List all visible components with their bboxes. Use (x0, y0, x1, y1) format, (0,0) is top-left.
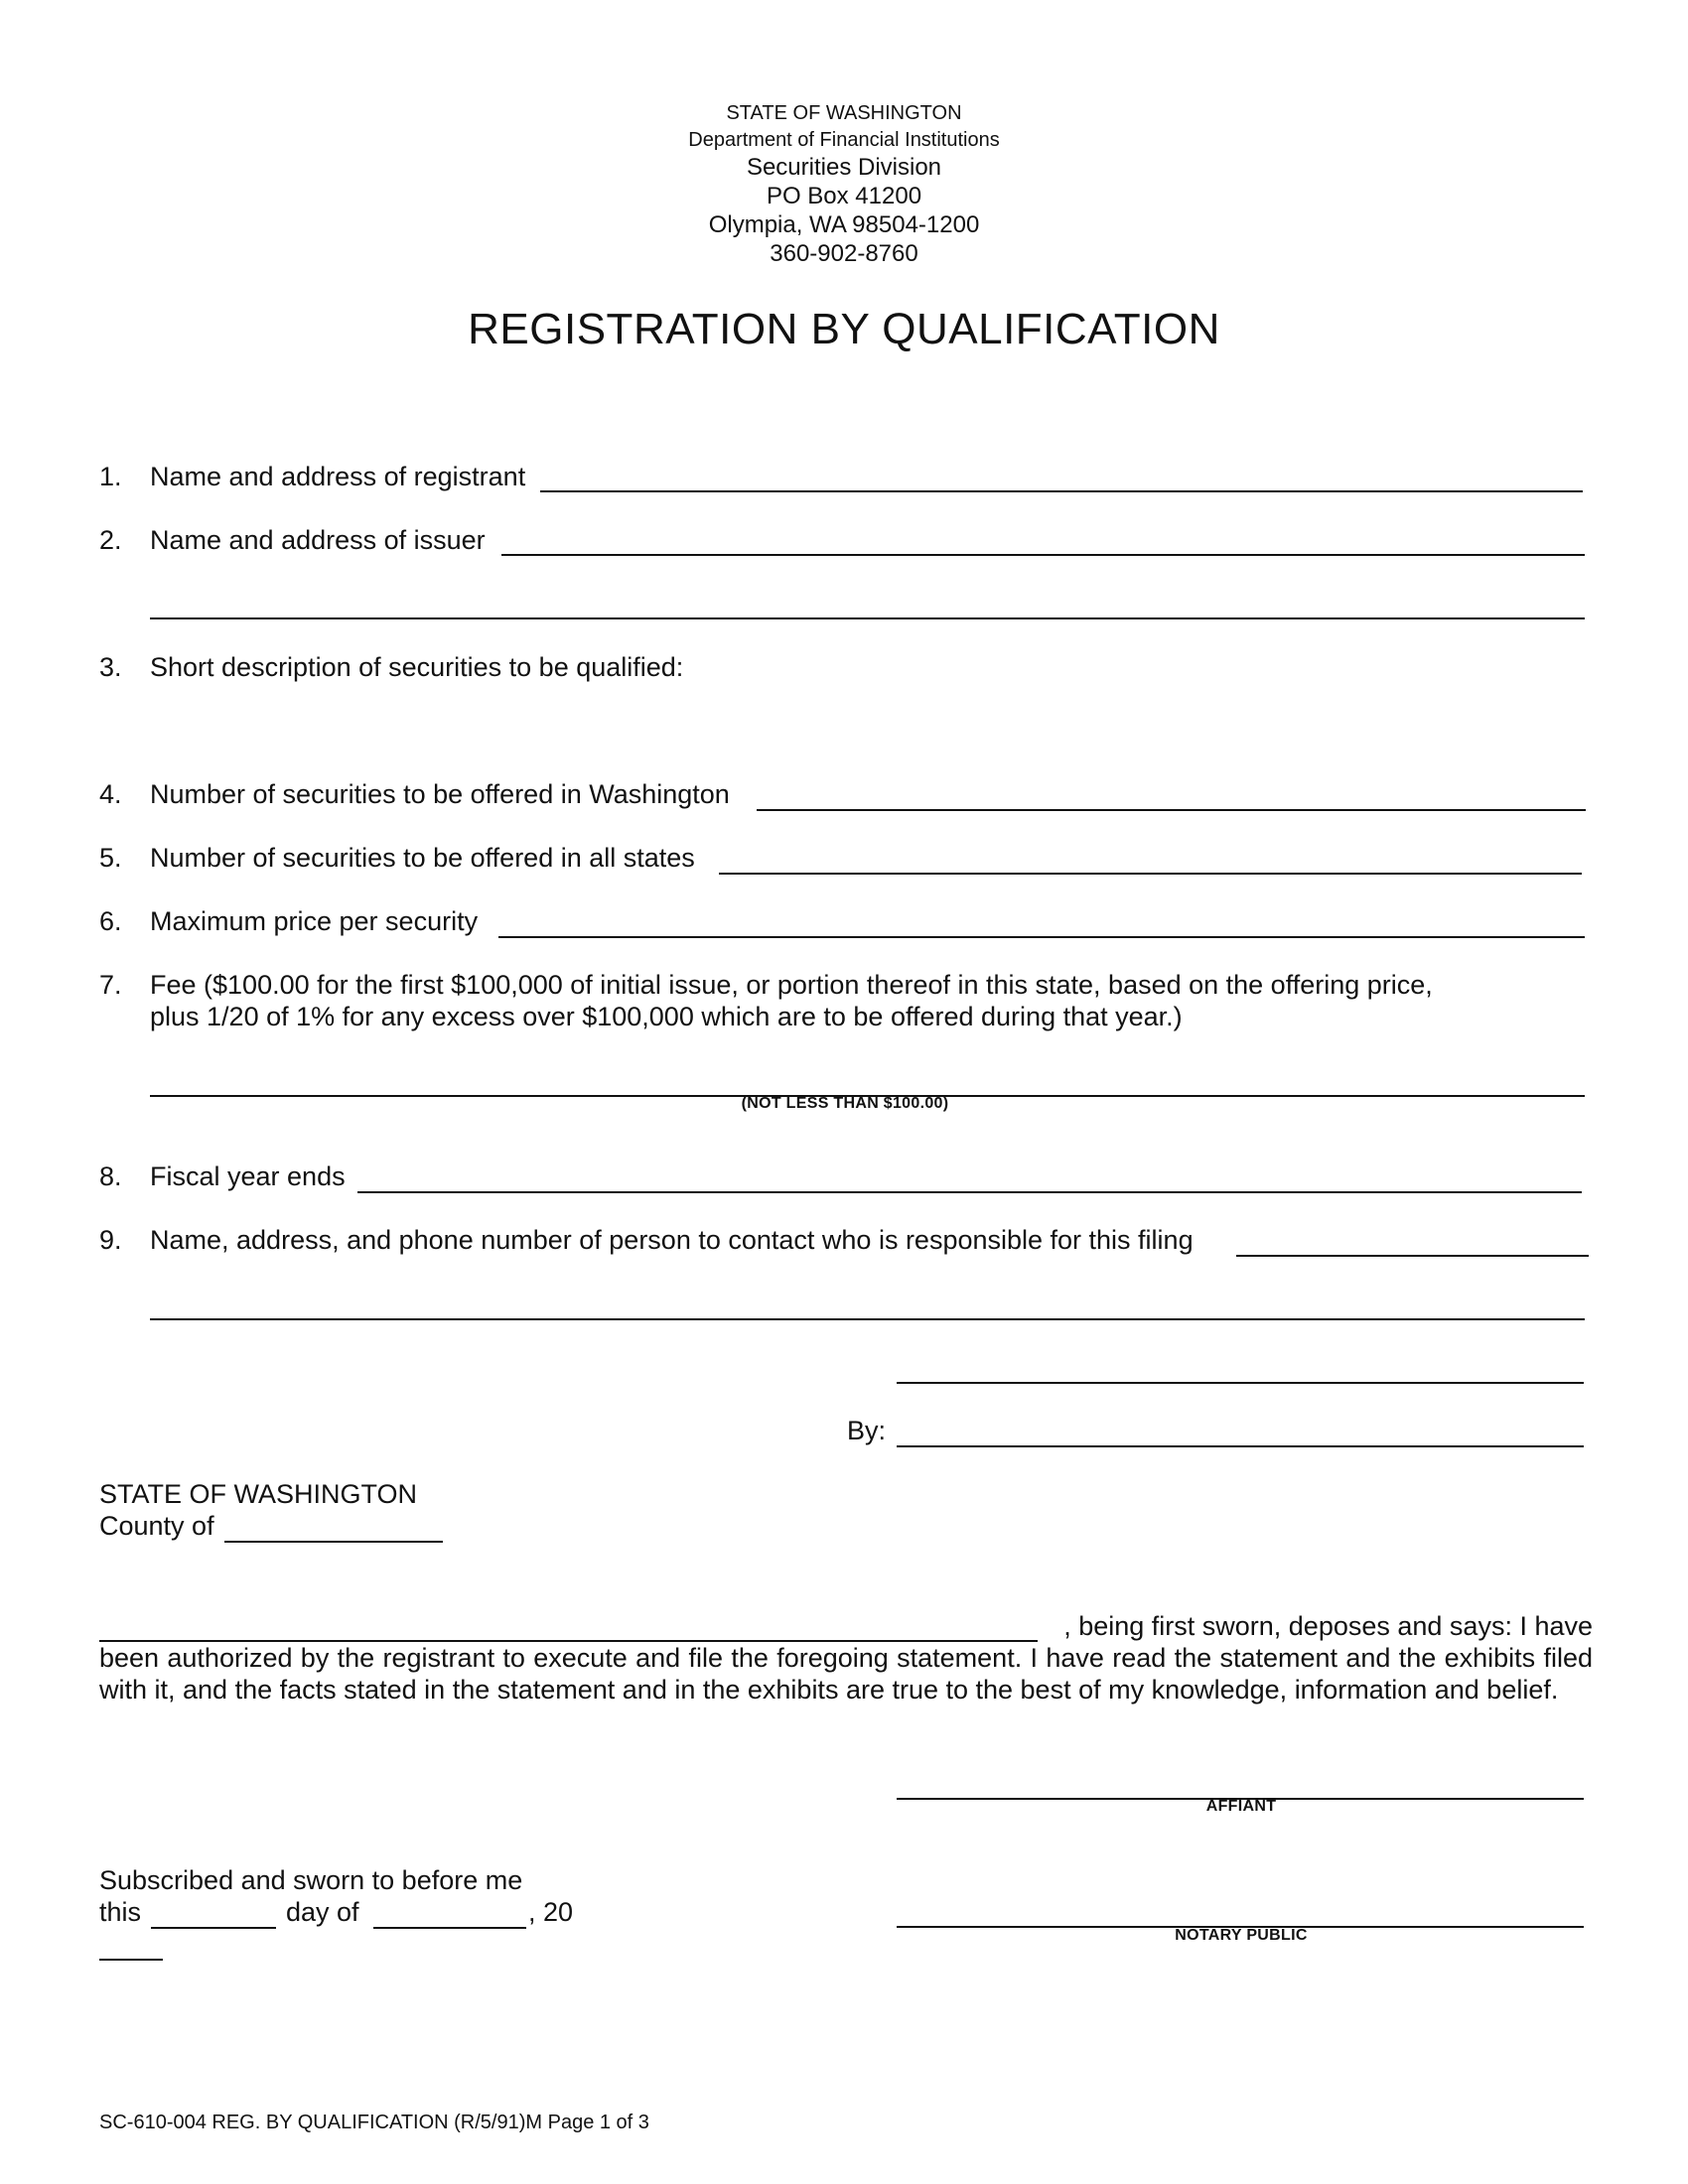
this-label: this (99, 1897, 142, 1927)
header-department: Department of Financial Institutions (688, 129, 1000, 151)
item-number: 9. (99, 1225, 122, 1255)
registrant-label: Name and address of registrant (150, 462, 526, 491)
county-label: County of (99, 1511, 214, 1541)
fiscal-year-field[interactable] (357, 1191, 1582, 1193)
affidavit-line1: , being first sworn, deposes and says: I have (1063, 1611, 1593, 1641)
by-label: By: (847, 1416, 887, 1445)
item-number: 6. (99, 906, 122, 936)
affidavit-text (99, 1610, 1593, 1706)
affidavit-body: been authorized by the registrant to execute and file the foregoing statement. I have read the statement and the exhibits filed with it, and the facts stated in the statement and in the exhibits are true to the best of my knowledge, information and belief. (99, 1643, 1593, 1705)
securities-all-states-field[interactable] (719, 873, 1582, 875)
affiant-caption: AFFIANT (1205, 1798, 1277, 1815)
item-number: 4. (99, 779, 122, 809)
securities-washington-field[interactable] (757, 809, 1586, 811)
notary-caption: NOTARY PUBLIC (1175, 1927, 1308, 1944)
item-number: 7. (99, 970, 122, 1000)
item-number: 8. (99, 1161, 122, 1191)
issuer-field[interactable] (501, 554, 1585, 556)
signature-field[interactable] (897, 1445, 1584, 1447)
header-phone: 360-902-8760 (770, 240, 918, 267)
contact-person-field[interactable] (1236, 1255, 1589, 1257)
page-title: REGISTRATION BY QUALIFICATION (468, 305, 1220, 353)
year-prefix: , 20 (528, 1897, 574, 1927)
header-division: Securities Division (746, 154, 942, 181)
county-field[interactable] (224, 1541, 443, 1543)
year-field[interactable] (99, 1959, 163, 1961)
day-field[interactable] (151, 1927, 276, 1929)
contact-person-field-line2[interactable] (150, 1318, 1585, 1320)
item-number: 3. (99, 652, 122, 682)
item-number: 2. (99, 525, 122, 555)
issuer-label: Name and address of issuer (150, 525, 486, 555)
fee-label-line2: plus 1/20 of 1% for any excess over $100,000 which are to be offered during that year.) (150, 1002, 1183, 1031)
securities-all-states-label: Number of securities to be offered in all states (150, 843, 695, 873)
day-of-label: day of (286, 1897, 359, 1927)
max-price-label: Maximum price per security (150, 906, 479, 936)
header-state: STATE OF WASHINGTON (726, 102, 962, 124)
max-price-field[interactable] (498, 936, 1585, 938)
securities-description-label: Short description of securities to be qualified: (150, 652, 684, 682)
registrant-field[interactable] (540, 490, 1583, 492)
fiscal-year-label: Fiscal year ends (150, 1161, 346, 1191)
issuer-field-line2[interactable] (150, 617, 1585, 619)
header-city: Olympia, WA 98504-1200 (708, 211, 980, 238)
month-field[interactable] (373, 1927, 526, 1929)
item-number: 1. (99, 462, 122, 491)
header-po-box: PO Box 41200 (766, 183, 922, 209)
form-footer: SC-610-004 REG. BY QUALIFICATION (R/5/91)M Page 1 of 3 (99, 2112, 649, 2133)
item-number: 5. (99, 843, 122, 873)
notary-state: STATE OF WASHINGTON (99, 1479, 418, 1509)
subscribed-text: Subscribed and sworn to before me (99, 1865, 523, 1895)
fee-label-line1: Fee ($100.00 for the first $100,000 of initial issue, or portion thereof in this state, based on the offering price, (150, 970, 1433, 1000)
fee-minimum-caption: (NOT LESS THAN $100.00) (741, 1095, 949, 1112)
contact-person-label: Name, address, and phone number of person to contact who is responsible for this filing (150, 1225, 1194, 1255)
securities-washington-label: Number of securities to be offered in Washington (150, 779, 730, 809)
registrant-name-field[interactable] (897, 1382, 1584, 1384)
